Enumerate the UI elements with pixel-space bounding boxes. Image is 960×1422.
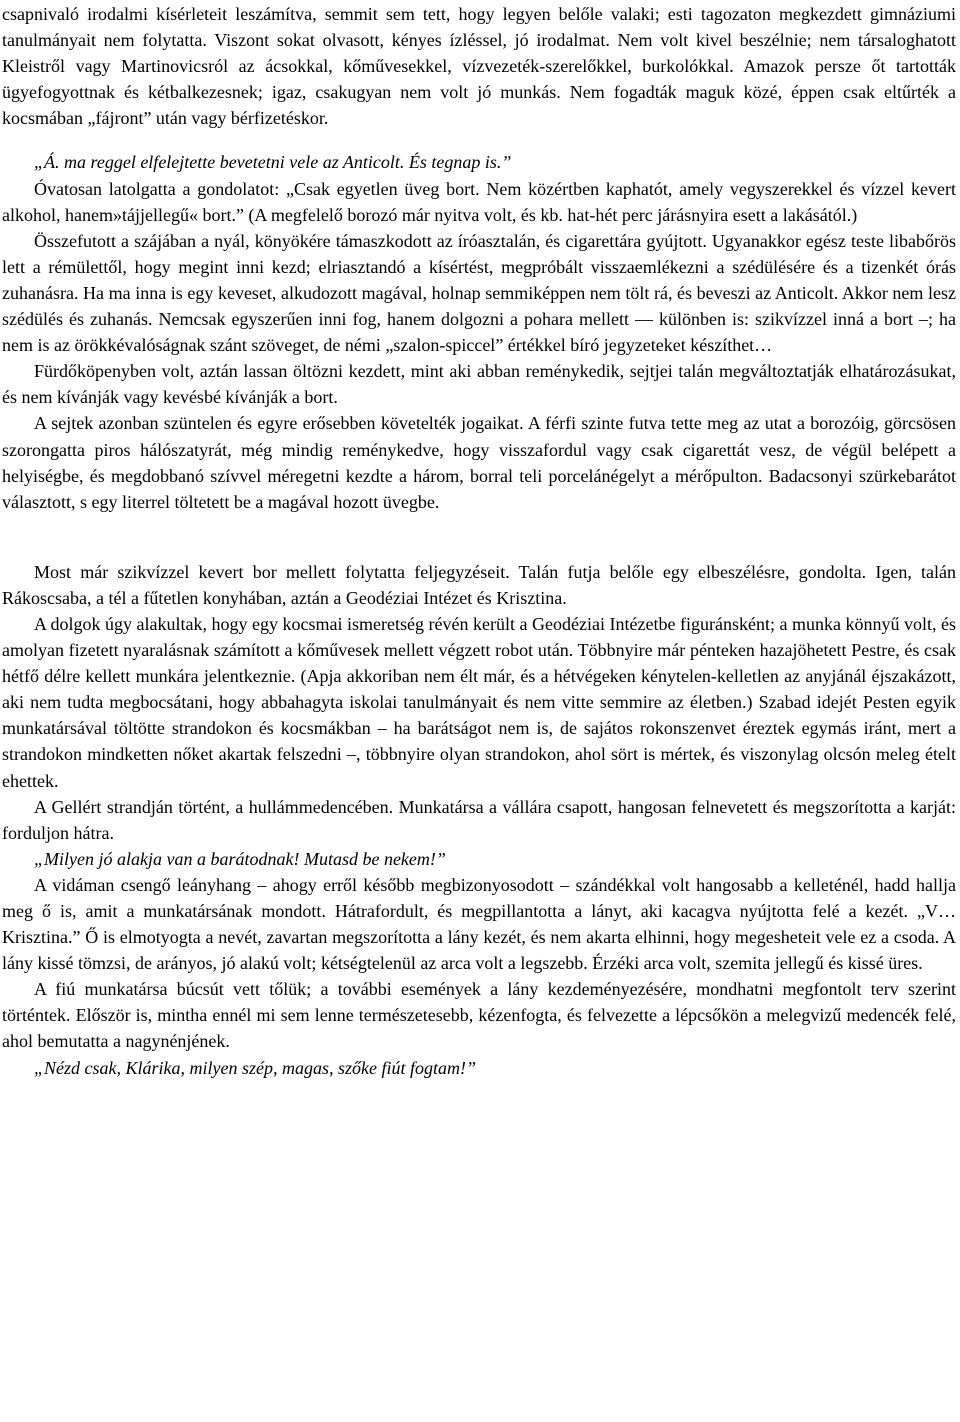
paragraph-2-quote: „Á. ma reggel elfelejtette bevetetni vele az Anticolt. És tegnap is.” <box>34 152 512 173</box>
paragraph-10-quote: „Milyen jó alakja van a barátodnak! Mutasd be nekem!” <box>34 848 446 869</box>
paragraph-4: Összefutott a szájában a nyál, könyökére támaszkodott az íróasztalán, és cigarettára gyújtott. Ugyanakkor egész teste libabőrös lett a rémülettől, hogy megint inni kezd; elriasztandó a kísértést, megpróbált visszaemlékezni a szédülésére és a tizenkét órás zuhanásra. Ha ma inna is egy keveset, alkudozott magával, holnap semmiképpen nem tölt rá, és beveszi az Anticolt. Akkor nem lesz szédülés és zuhanás. Nemcsak egyszerűen inni fog, hanem dolgozni a pohara mellett — különben is: szikvízzel inná a bort –; ha nem is az örökkévalóságnak szánt szöveget, de némi „szalon-spiccel” értékkel bíró jegyzeteket készíthet… <box>2 230 956 356</box>
section-spacer <box>2 515 956 559</box>
paragraph-8: A dolgok úgy alakultak, hogy egy kocsmai ismeretség révén került a Geodéziai Intézetbe figuránsként; a munka könnyű volt, és amolyan fizetett nyaralásnak számított a kőművesek mellett végzett robot után. Többnyire már pénteken hazajöhetett Pestre, és csak hétfő délre kellett munkára jelentkeznie. (Apja akkoriban nem élt már, és a hétvégeken kénytelen-kelletlen az anyjánál éjszakázott, aki nem tudta megbocsátani, hogy abbahagyta iskolai tanulmányait és nem vitte semmire az életben.) Szabad idejét Pesten egyik munkatársával töltötte strandokon és kocsmákban – ha barátságot nem is, de sajátos rokonszenvet éreztek egymás iránt, mert a strandokon mindketten nőket akartak felszedni –, többnyire olyan strandokon, ahol sört is mértek, és viszonylag olcsón meleg ételt ehettek. <box>2 613 956 791</box>
paragraph-6: A sejtek azonban szüntelen és egyre erősebben követelték jogaikat. A férfi szinte futva tette meg az utat a borozóig, görcsösen szorongatta piros hálószatyrát, még mindig reménykedve, hogy visszafordul vagy csak cigarettát vesz, de végül belépett a helyiségbe, és megdobbanó szívvel méregetni kezdte a három, borral teli porcelánégelyt a mérőpulton. Badacsonyi szürkebarátot választott, s egy literrel töltetett be a magával hozott üvegbe. <box>2 413 956 512</box>
paragraph-spacer <box>2 131 956 149</box>
paragraph-5: Fürdőköpenyben volt, aztán lassan öltözni kezdett, mint aki abban reménykedik, sejtjei talán megváltoztatják elhatározásukat, és nem kívánják vagy kevésbé kívánják a bort. <box>2 361 956 408</box>
paragraph-1: csapnivaló irodalmi kísérleteit leszámítva, semmit sem tett, hogy legyen belőle valaki; esti tagozaton megkezdett gimnáziumi tanulmányait nem folytatta. Viszont sokat olvasott, kényes ízléssel, jó irodalmat. Nem volt kivel beszélnie; nem társaloghatott Kleistről vagy Martinovicsról az ácsokkal, kőművesekkel, vízvezeték-szerelőkkel, burkolókkal. Amazok persze őt tartották ügyefogyottnak és kétbalkezesnek; igaz, csakugyan nem volt jó munkás. Nem fogadták maguk közé, éppen csak eltűrték a kocsmában „fájront” után vagy bérfizetéskor. <box>2 4 956 129</box>
paragraph-9: A Gellért strandján történt, a hullámmedencében. Munkatársa a vállára csapott, hangosan felnevetett és megszorította a karját: forduljon hátra. <box>2 796 956 843</box>
paragraph-11: A vidáman csengő leányhang – ahogy erről később megbizonyosodott – szándékkal volt hangosabb a kelleténél, hadd hallja meg ő is, amit a munkatársának mondott. Hátrafordult, és megpillantotta a lányt, aki kacagva nyújtotta felé a kezét. „V… Krisztina.” Ő is elmotyogta a nevét, zavartan megszorította a lány kezét, és nem akarta elhinni, hogy megesheteit vele ez a csoda. A lány kissé tömzsi, de arányos, jó alakú volt; kétségtelenül az arca volt a legszebb. Érzéki arca volt, szemita jellegű és kissé üres. <box>2 874 956 974</box>
paragraph-12: A fiú munkatársa búcsút vett tőlük; a további események a lány kezdeményezésére, mondhatni megfontolt terv szerint történtek. Először is, mintha ennél mi sem lenne természetesebb, kézenfogta, és felvezette a lépcsőkön a melegvizű medencék felé, ahol bemutatta a nagynénjének. <box>2 979 956 1052</box>
paragraph-13-quote: „Nézd csak, Klárika, milyen szép, magas, szőke fiút fogtam!” <box>34 1057 476 1078</box>
paragraph-3: Óvatosan latolgatta a gondolatot: „Csak egyetlen üveg bort. Nem közértben kaphatót, amely vegyszerekkel és vízzel kevert alkohol, hanem»tájjellegű« bort.” (A megfelelő borozó már nyitva volt, és kb. hat-hét perc járásnyira esett a lakásától.) <box>2 178 956 225</box>
document-page <box>0 1 960 1081</box>
paragraph-7: Most már szikvízzel kevert bor mellett folytatta feljegyzéseit. Talán futja belőle egy elbeszélésre, gondolta. Igen, talán Rákoscsaba, a tél a fűtetlen konyhában, aztán a Geodéziai Intézet és Krisztina. <box>2 561 956 608</box>
